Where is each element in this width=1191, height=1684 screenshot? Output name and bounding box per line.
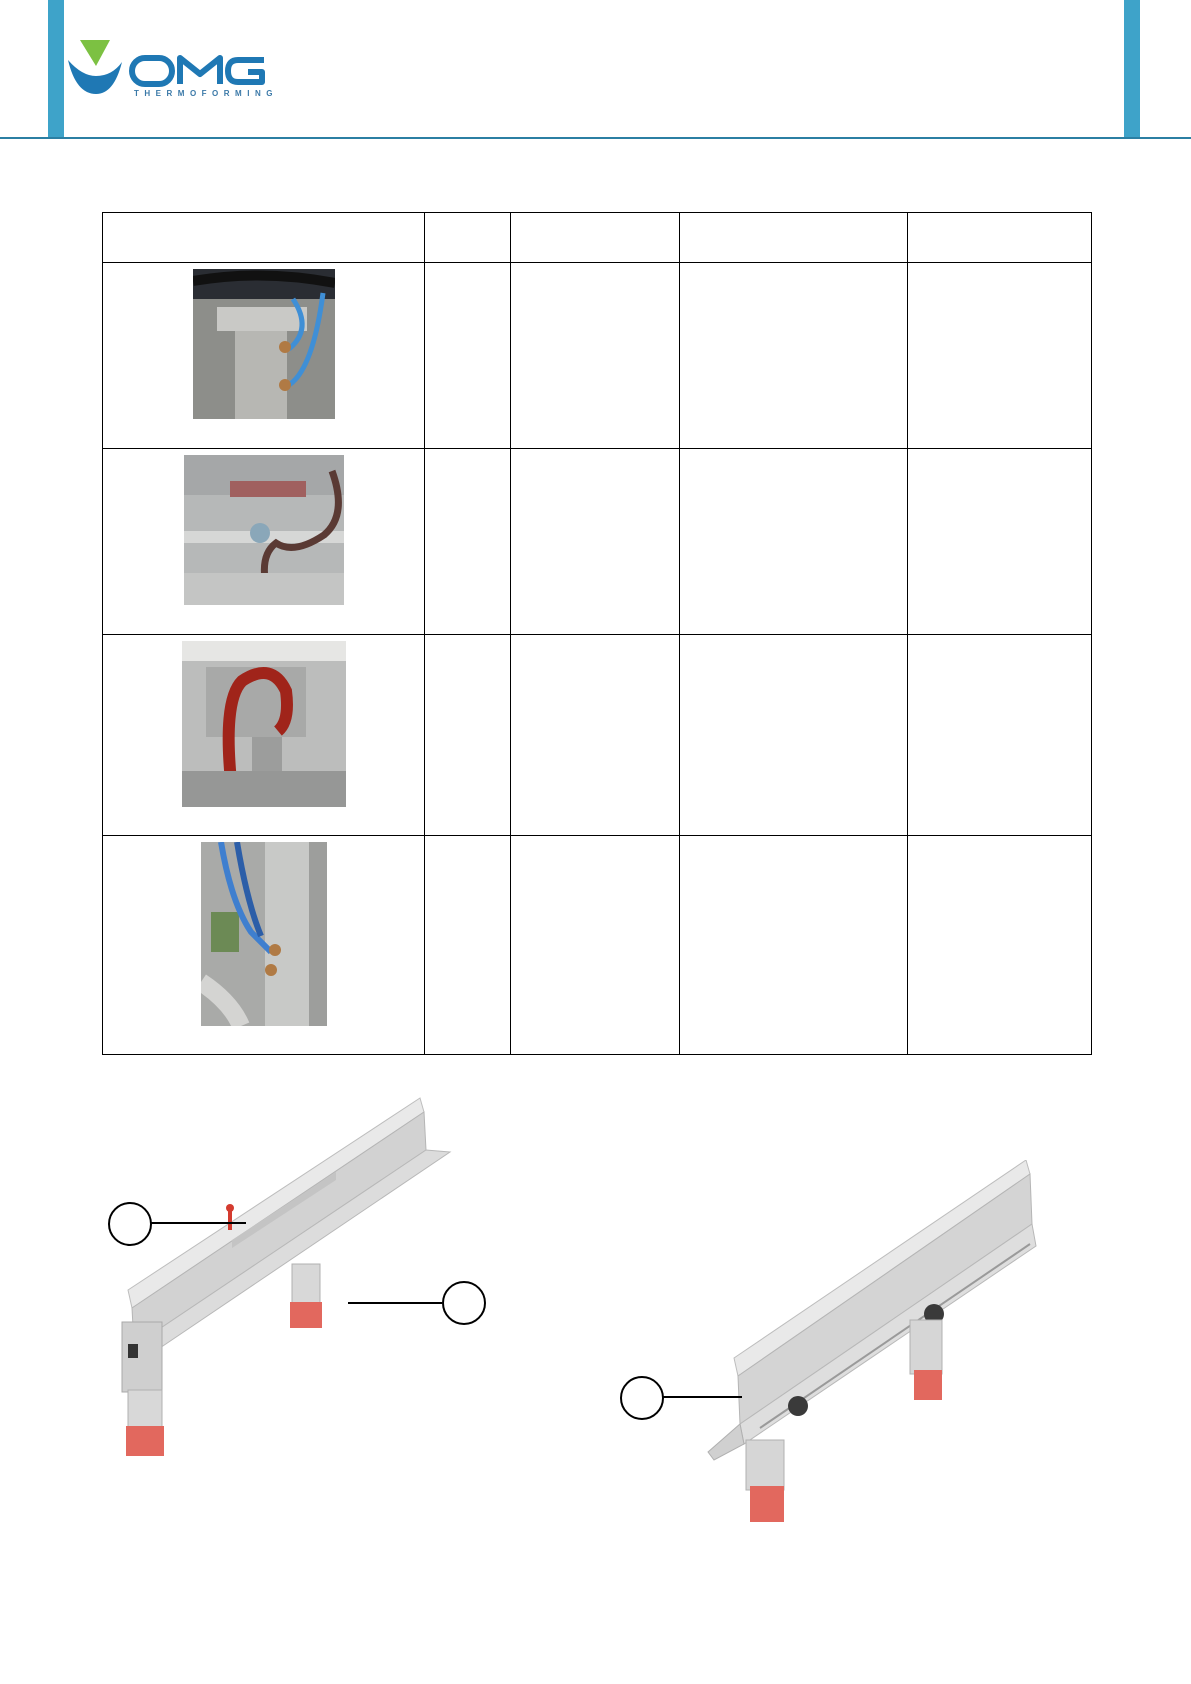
table-cell xyxy=(425,836,510,1055)
header-cell xyxy=(103,213,425,263)
table-cell xyxy=(425,449,510,635)
table-cell xyxy=(680,836,908,1055)
table-cell xyxy=(425,263,510,449)
table-cell xyxy=(510,836,680,1055)
header-accent-bar-right xyxy=(1124,0,1140,138)
table-row xyxy=(103,635,1092,836)
heater-cable-connection-photo xyxy=(184,455,344,605)
table-row xyxy=(103,836,1092,1055)
table-cell xyxy=(908,263,1092,449)
vertical-cylinder-fittings-photo xyxy=(201,842,327,1026)
red-heater-cable-photo xyxy=(182,641,346,807)
table-cell xyxy=(510,635,680,836)
table-cell xyxy=(680,635,908,836)
photo-cell xyxy=(103,449,425,635)
callout-leader-line xyxy=(662,1396,742,1398)
callout-leader-line xyxy=(348,1302,442,1304)
header-cell xyxy=(425,213,510,263)
header-accent-bar-left xyxy=(48,0,64,138)
photo-cell xyxy=(103,263,425,449)
callout-circle xyxy=(442,1281,486,1325)
header-cell xyxy=(680,213,908,263)
photo-cell xyxy=(103,635,425,836)
logo-subtitle: THERMOFORMING xyxy=(134,89,278,98)
table-cell xyxy=(908,635,1092,836)
table-cell xyxy=(510,449,680,635)
callout-circle xyxy=(620,1376,664,1420)
callout-circle xyxy=(108,1202,152,1246)
table-cell xyxy=(510,263,680,449)
table-header-row xyxy=(103,213,1092,263)
table-cell xyxy=(680,263,908,449)
photo-cell xyxy=(103,836,425,1055)
pneumatic-cylinder-photo xyxy=(193,269,335,419)
table-row xyxy=(103,263,1092,449)
header-rule xyxy=(0,137,1191,139)
table-cell xyxy=(680,449,908,635)
table-cell xyxy=(908,836,1092,1055)
sealing-bar-drawing-right xyxy=(700,1160,1060,1530)
sealing-bar-drawing-left xyxy=(100,1090,480,1460)
table-cell xyxy=(908,449,1092,635)
callout-leader-line xyxy=(150,1222,246,1224)
header-cell xyxy=(510,213,680,263)
header-cell xyxy=(908,213,1092,263)
parts-table xyxy=(102,212,1092,1055)
table-row xyxy=(103,449,1092,635)
table-cell xyxy=(425,635,510,836)
